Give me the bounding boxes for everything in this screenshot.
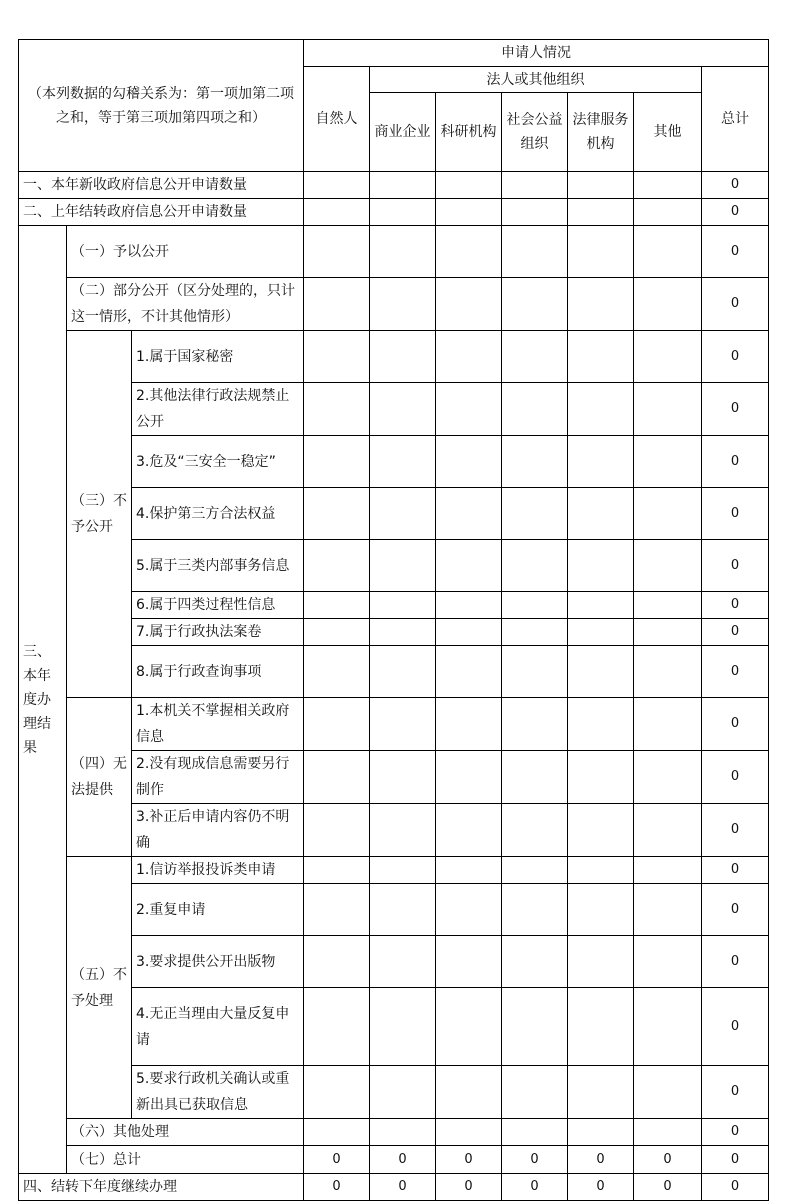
empty-cell [502,751,568,804]
empty-cell [304,646,370,698]
empty-cell [370,884,436,936]
empty-cell [370,436,436,488]
sub-item-label: 1.信访举报投诉类申请 [132,857,304,884]
empty-cell [304,383,370,436]
empty-cell [568,619,634,646]
empty-cell [568,226,634,278]
empty-cell [634,592,702,619]
empty-cell [370,619,436,646]
empty-cell [436,540,502,592]
row-label-next-year: 四、结转下年度继续办理 [19,1174,304,1201]
empty-cell [634,857,702,884]
empty-cell [568,936,634,988]
empty-cell [370,698,436,751]
empty-cell [634,383,702,436]
empty-cell [436,857,502,884]
table-row [19,436,769,488]
research-header: 科研机构 [436,93,502,172]
commercial-header: 商业企业 [370,93,436,172]
legal-org-header: 法人或其他组织 [370,67,702,93]
group-label-unable: （四）无法提供 [67,698,132,857]
empty-cell [634,199,702,226]
empty-cell [370,488,436,540]
sub-item-label: 3.危及“三安全一稳定” [132,436,304,488]
empty-cell [304,226,370,278]
empty-cell [304,436,370,488]
social-header: 社会公益组织 [502,93,568,172]
total-cell: 0 [702,884,769,936]
empty-cell [370,936,436,988]
table-row [19,646,769,698]
empty-cell [436,436,502,488]
sub-item-label: 4.无正当理由大量反复申请 [132,988,304,1066]
row-label-new: 一、本年新收政府信息公开申请数量 [19,172,304,199]
sub-item-label: 2.其他法律行政法规禁止公开 [132,383,304,436]
empty-cell [370,278,436,331]
info-disclosure-table [18,39,769,1201]
empty-cell [370,857,436,884]
sub-item-label: 8.属于行政查询事项 [132,646,304,698]
sub-item-label: 2.没有现成信息需要另行制作 [132,751,304,804]
empty-cell [568,646,634,698]
sub-item-label: 6.属于四类过程性信息 [132,592,304,619]
empty-cell [304,592,370,619]
empty-cell [502,199,568,226]
row-label-public: （一）予以公开 [67,226,304,278]
empty-cell [304,172,370,199]
table-row [19,540,769,592]
sub-item-label: 4.保护第三方合法权益 [132,488,304,540]
empty-cell [370,540,436,592]
empty-cell [304,199,370,226]
empty-cell [502,1119,568,1146]
empty-cell [370,199,436,226]
empty-cell [304,936,370,988]
empty-cell [568,199,634,226]
empty-cell [634,804,702,857]
empty-cell [436,698,502,751]
empty-cell [568,383,634,436]
empty-cell [502,646,568,698]
total-cell: 0 [702,172,769,199]
empty-cell [502,884,568,936]
total-cell: 0 [702,988,769,1066]
empty-cell [436,331,502,383]
total-cell: 0 [702,199,769,226]
empty-cell [634,226,702,278]
empty-cell [436,646,502,698]
empty-cell [502,172,568,199]
empty-cell [370,988,436,1066]
value-cell: 0 [370,1174,436,1201]
empty-cell [634,436,702,488]
empty-cell [502,383,568,436]
group-label-not-processed: （五）不予处理 [67,857,132,1119]
value-cell: 0 [568,1146,634,1174]
table-row [19,331,769,383]
sub-item-label: 1.属于国家秘密 [132,331,304,383]
empty-cell [304,278,370,331]
total-cell: 0 [702,331,769,383]
empty-cell [370,1119,436,1146]
table-row [19,619,769,646]
empty-cell [370,1066,436,1119]
empty-cell [304,488,370,540]
empty-cell [304,540,370,592]
law-header: 法律服务机构 [568,93,634,172]
table-row [19,698,769,751]
empty-cell [304,1066,370,1119]
empty-cell [568,698,634,751]
empty-cell [502,278,568,331]
total-cell: 0 [702,936,769,988]
empty-cell [370,646,436,698]
value-cell: 0 [702,1146,769,1174]
empty-cell [304,804,370,857]
total-cell: 0 [702,1066,769,1119]
section-label-results: 三、本年度办理结果 [19,226,67,1174]
empty-cell [502,331,568,383]
empty-cell [370,331,436,383]
empty-cell [502,488,568,540]
table-row [19,488,769,540]
row-label-sum: （七）总计 [67,1146,304,1174]
empty-cell [634,172,702,199]
total-cell: 0 [702,592,769,619]
natural-person-header: 自然人 [304,67,370,172]
empty-cell [304,857,370,884]
empty-cell [304,884,370,936]
table-row [19,884,769,936]
empty-cell [568,592,634,619]
empty-cell [502,936,568,988]
empty-cell [304,751,370,804]
empty-cell [502,619,568,646]
value-cell: 0 [436,1146,502,1174]
empty-cell [436,172,502,199]
empty-cell [436,383,502,436]
empty-cell [568,988,634,1066]
table-row [19,936,769,988]
empty-cell [436,936,502,988]
empty-cell [568,172,634,199]
empty-cell [502,592,568,619]
empty-cell [634,988,702,1066]
empty-cell [568,331,634,383]
value-cell: 0 [568,1174,634,1201]
table-row [19,226,769,278]
empty-cell [568,751,634,804]
total-cell: 0 [702,751,769,804]
empty-cell [436,199,502,226]
row-label-partial: （二）部分公开（区分处理的，只计这一情形，不计其他情形） [67,278,304,331]
empty-cell [502,804,568,857]
empty-cell [370,592,436,619]
empty-cell [568,884,634,936]
empty-cell [436,751,502,804]
table-row [19,1174,769,1201]
empty-cell [370,804,436,857]
empty-cell [370,172,436,199]
total-cell: 0 [702,278,769,331]
table-row [19,278,769,331]
empty-cell [568,540,634,592]
empty-cell [634,884,702,936]
table-row [19,1066,769,1119]
total-cell: 0 [702,383,769,436]
empty-cell [436,226,502,278]
empty-cell [502,226,568,278]
value-cell: 0 [634,1146,702,1174]
table-row [19,1146,769,1174]
empty-cell [304,331,370,383]
table-row [19,857,769,884]
applicant-header: 申请人情况 [304,40,769,67]
total-cell: 0 [702,857,769,884]
table-row [19,199,769,226]
sub-item-label: 5.属于三类内部事务信息 [132,540,304,592]
empty-cell [436,619,502,646]
total-header: 总计 [702,67,769,172]
empty-cell [304,1119,370,1146]
table-row [19,751,769,804]
empty-cell [634,488,702,540]
value-cell: 0 [502,1174,568,1201]
row-label-other: （六）其他处理 [67,1119,304,1146]
column-note: （本列数据的勾稽关系为：第一项加第二项之和，等于第三项加第四项之和） [19,40,304,172]
total-cell: 0 [702,540,769,592]
empty-cell [568,857,634,884]
empty-cell [568,436,634,488]
value-cell: 0 [702,1174,769,1201]
empty-cell [436,278,502,331]
empty-cell [370,383,436,436]
empty-cell [370,226,436,278]
table-row [19,1119,769,1146]
empty-cell [634,619,702,646]
empty-cell [436,884,502,936]
empty-cell [502,988,568,1066]
empty-cell [436,1066,502,1119]
empty-cell [436,804,502,857]
empty-cell [502,1066,568,1119]
table-row [19,592,769,619]
empty-cell [568,1119,634,1146]
empty-cell [568,1066,634,1119]
empty-cell [634,331,702,383]
total-cell: 0 [702,226,769,278]
empty-cell [502,698,568,751]
empty-cell [502,436,568,488]
table-row [19,172,769,199]
empty-cell [304,619,370,646]
total-cell: 0 [702,488,769,540]
table-row [19,383,769,436]
empty-cell [634,698,702,751]
table-row [19,804,769,857]
other-header: 其他 [634,93,702,172]
empty-cell [568,804,634,857]
sub-item-label: 7.属于行政执法案卷 [132,619,304,646]
empty-cell [502,857,568,884]
empty-cell [370,751,436,804]
empty-cell [568,278,634,331]
value-cell: 0 [304,1174,370,1201]
total-cell: 0 [702,436,769,488]
value-cell: 0 [304,1146,370,1174]
sub-item-label: 2.重复申请 [132,884,304,936]
empty-cell [634,1119,702,1146]
row-label-carryover: 二、上年结转政府信息公开申请数量 [19,199,304,226]
table-row [19,40,769,67]
value-cell: 0 [370,1146,436,1174]
total-cell: 0 [702,698,769,751]
table-row [19,988,769,1066]
empty-cell [634,540,702,592]
sub-item-label: 1.本机关不掌握相关政府信息 [132,698,304,751]
total-cell: 0 [702,619,769,646]
total-cell: 0 [702,646,769,698]
empty-cell [502,540,568,592]
empty-cell [304,698,370,751]
empty-cell [634,751,702,804]
empty-cell [634,278,702,331]
value-cell: 0 [436,1174,502,1201]
empty-cell [634,646,702,698]
empty-cell [634,936,702,988]
empty-cell [436,592,502,619]
sub-item-label: 5.要求行政机关确认或重新出具已获取信息 [132,1066,304,1119]
value-cell: 0 [502,1146,568,1174]
total-cell: 0 [702,1119,769,1146]
empty-cell [634,1066,702,1119]
total-cell: 0 [702,804,769,857]
empty-cell [436,988,502,1066]
sub-item-label: 3.要求提供公开出版物 [132,936,304,988]
empty-cell [568,488,634,540]
empty-cell [436,488,502,540]
sub-item-label: 3.补正后申请内容仍不明确 [132,804,304,857]
empty-cell [436,1119,502,1146]
value-cell: 0 [634,1174,702,1201]
group-label-not-disclosed: （三）不予公开 [67,331,132,698]
empty-cell [304,988,370,1066]
